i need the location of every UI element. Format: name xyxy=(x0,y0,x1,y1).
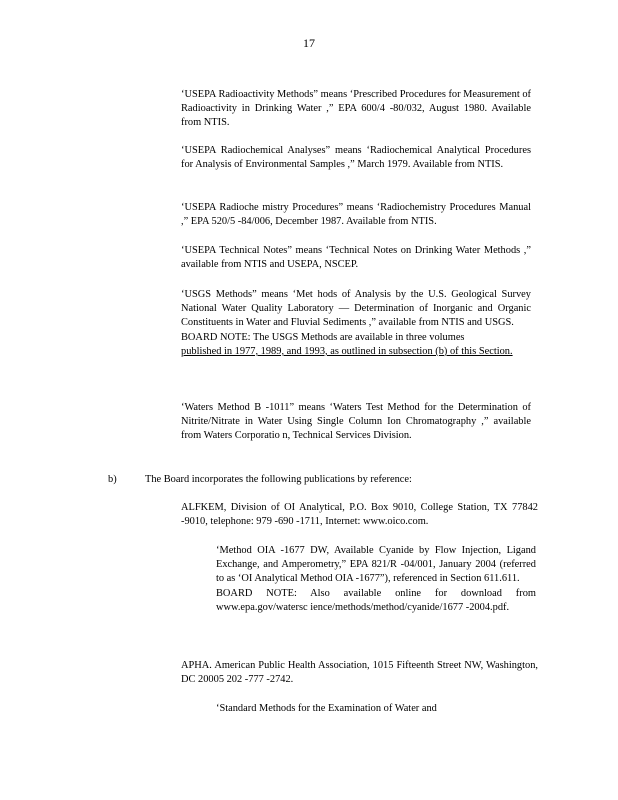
definition-usepa-radiochemistry-procedures xyxy=(181,201,531,229)
definition-usepa-radioactivity-methods xyxy=(181,88,531,131)
board-note: BOARD NOTE: Also available online for download from www.epa.gov/watersc ience/methods/method/cyanide/1677 -2004.pdf. xyxy=(216,587,536,613)
publication-text: ‘Standard Methods for the Examination of Water and xyxy=(216,703,437,714)
definition-waters-method-b1011 xyxy=(181,401,531,444)
publication-text: ‘Method OIA -1677 DW, Available Cyanide by Flow Injection, Ligand Exchange, and Amperometry,” EPA 821/R -04/001, January 2004 (referred to as ‘OI Analytical Method OIA -1677”), referenced in Section 611.611. xyxy=(216,545,536,585)
board-note: BOARD NOTE: The USGS Methods are available in three volumes xyxy=(181,331,465,343)
subsection-text: The Board incorporates the following publications by reference: xyxy=(145,474,412,485)
definition-usepa-technical-notes xyxy=(181,244,531,272)
definition-text: ‘Waters Method B -1011” means ‘Waters Test Method for the Determination of Nitrite/Nitrate in Water Using Single Column Ion Chromatography ,” available from Waters Corporatio n, Technical Services Division. xyxy=(181,402,531,442)
board-note-underlined: published in 1977, 1989, and 1993, as outlined in subsection (b) of this Section. xyxy=(181,345,513,357)
publisher-text: APHA. American Public Health Association, 1015 Fifteenth Street NW, Washington, DC 20005 202 -777 -2742. xyxy=(181,660,538,686)
definition-text: ‘USEPA Radioactivity Methods” means ‘Prescribed Procedures for Measurement of Radioactivity in Drinking Water ,” EPA 600/4 -80/032, August 1980. Available from NTIS. xyxy=(181,89,531,129)
publisher-apha xyxy=(181,659,538,687)
publication-method-oia-1677 xyxy=(216,544,536,615)
definition-text: ‘USEPA Radioche mistry Procedures” means ‘Radiochemistry Procedures Manual ,” EPA 520/5 -84/006, December 1987. Available from NTIS. xyxy=(181,202,531,228)
definition-text: ‘USGS Methods” means ‘Met hods of Analysis by the U.S. Geological Survey National Water Quality Laboratory — Determination of Inorganic and Organic Constituents in Water and Fluvial Sediments ,” available from NTIS and USGS. xyxy=(181,289,531,329)
publication-standard-methods xyxy=(216,702,536,716)
definition-text: ‘USEPA Radiochemical Analyses” means ‘Radiochemical Analytical Procedures for Analysis of Environmental Samples ,” March 1979. Available from NTIS. xyxy=(181,145,531,171)
publisher-alfkem xyxy=(181,501,538,529)
definition-text: ‘USEPA Technical Notes” means ‘Technical Notes on Drinking Water Methods ,” available from NTIS and USEPA, NSCEP. xyxy=(181,245,531,271)
definition-usgs-methods xyxy=(181,288,531,359)
subsection-marker: b) xyxy=(108,474,117,485)
definition-usepa-radiochemical-analyses xyxy=(181,144,531,172)
publisher-text: ALFKEM, Division of OI Analytical, P.O. Box 9010, College Station, TX 77842 -9010, telephone: 979 -690 -1711, Internet: www.oico.com. xyxy=(181,502,538,528)
page-number: 17 xyxy=(303,36,315,50)
